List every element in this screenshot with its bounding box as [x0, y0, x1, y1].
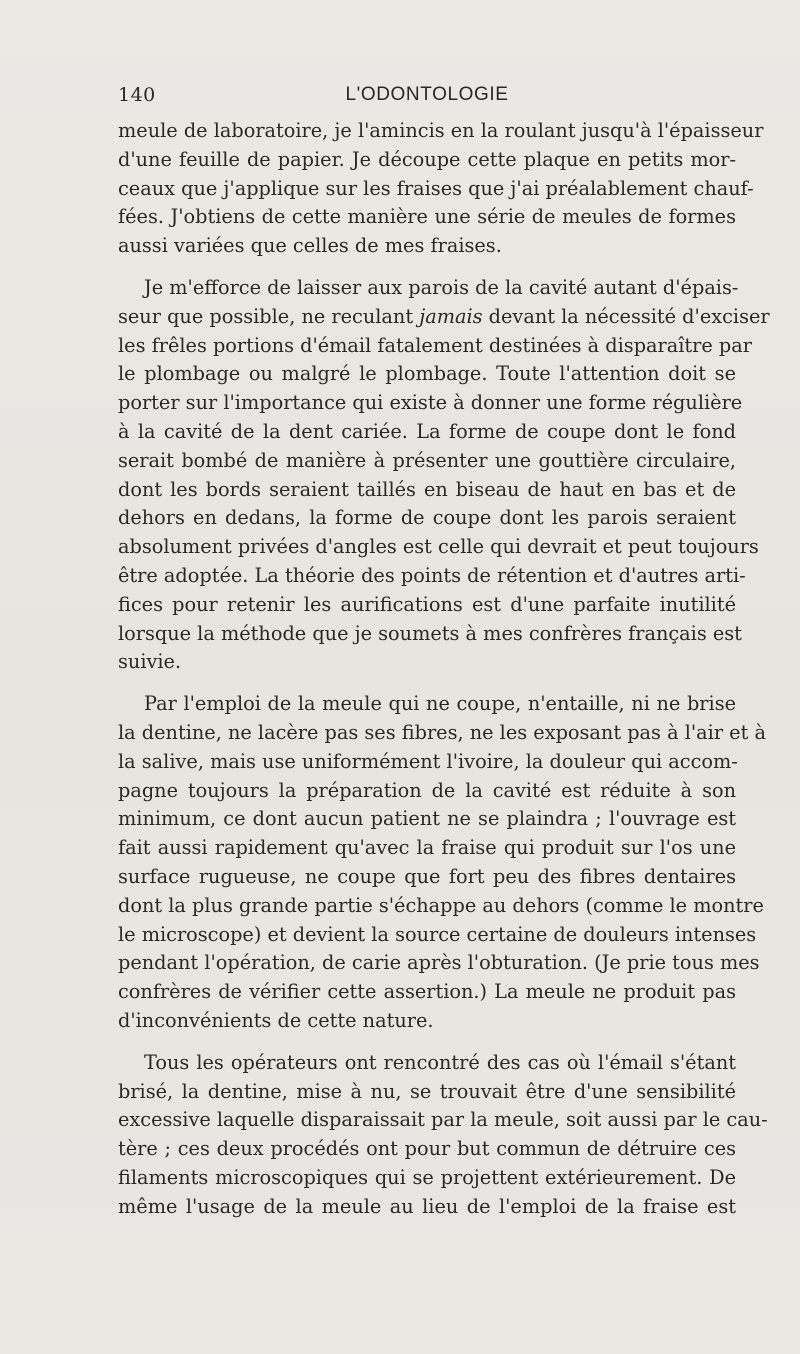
text-line: Tous les opérateurs ont rencontré des cas où l'émail s'étant [144, 1050, 736, 1074]
text-line: dont les bords seraient taillés en biseau de haut en bas et de [118, 477, 736, 501]
text-line: ceaux que j'applique sur les fraises que j'ai préalablement chauf- [118, 176, 754, 200]
text-line: lorsque la méthode que je soumets à mes confrères français est [118, 621, 742, 645]
text-line: surface rugueuse, ne coupe que fort peu des fibres dentaires [118, 864, 736, 888]
text-line: les frêles portions d'émail fatalement destinées à disparaître par [118, 333, 752, 357]
text-run: devant la nécessité d'exciser [482, 304, 770, 328]
text-line: la dentine, ne lacère pas ses fibres, ne les exposant pas à l'air et à [118, 720, 766, 744]
running-title: L'ODONTOLOGIE [345, 84, 509, 105]
text-line: même l'usage de la meule au lieu de l'emploi de la fraise est [118, 1194, 736, 1218]
text-line: d'inconvénients de cette nature. [118, 1008, 434, 1032]
text-line: meule de laboratoire, je l'amincis en la roulant jusqu'à l'épaisseur [118, 119, 764, 142]
text-line: d'une feuille de papier. Je découpe cette plaque en petits mor- [118, 147, 736, 171]
text-line: le microscope) et devient la source certaine de douleurs intenses [118, 922, 757, 946]
text-line: porter sur l'importance qui existe à donner une forme régulière [118, 391, 743, 415]
text-line: aussi variées que celles de mes fraises. [118, 234, 502, 258]
text-line: à la cavité de la dent cariée. La forme de coupe dont le fond [118, 419, 736, 443]
paragraph-gap [118, 261, 736, 274]
text-line: minimum, ce dont aucun patient ne se plaindra ; l'ouvrage est [118, 807, 736, 831]
text-run: seur que possible, ne reculant [118, 304, 420, 328]
page-number: 140 [118, 84, 156, 106]
text-line: être adoptée. La théorie des points de rétention et d'autres arti- [118, 563, 746, 587]
text-line: Je m'efforce de laisser aux parois de la cavité autant d'épais- [144, 275, 739, 299]
body-text [118, 117, 770, 1221]
paragraph-gap [118, 677, 736, 690]
paragraph-gap [118, 1036, 736, 1049]
text-line: fices pour retenir les aurifications est d'une parfaite inutilité [118, 592, 736, 616]
text-line: suivie. [118, 650, 182, 674]
text-line: pendant l'opération, de carie après l'obturation. (Je prie tous mes [118, 951, 760, 975]
emphasis-jamais: jamais [419, 304, 483, 328]
text-line: absolument privées d'angles est celle qui devrait et peut toujours [118, 535, 759, 559]
text-line: dehors en dedans, la forme de coupe dont les parois seraient [118, 506, 736, 530]
text-line: pagne toujours la préparation de la cavité est réduite à son [118, 778, 736, 802]
text-line: le plombage ou malgré le plombage. Toute l'attention doit se [118, 362, 736, 386]
text-line: brisé, la dentine, mise à nu, se trouvait être d'une sensibilité [118, 1079, 736, 1103]
running-head [118, 84, 736, 114]
text-line: confrères de vérifier cette assertion.) La meule ne produit pas [118, 980, 736, 1004]
text-line [118, 303, 770, 332]
text-line: serait bombé de manière à présenter une gouttière circulaire, [118, 448, 736, 472]
text-line: tère ; ces deux procédés ont pour but commun de détruire ces [118, 1137, 736, 1161]
text-line: filaments microscopiques qui se projettent extérieurement. De [118, 1165, 736, 1189]
text-line: fait aussi rapidement qu'avec la fraise qui produit sur l'os une [118, 836, 736, 860]
text-line: la salive, mais use uniformément l'ivoire, la douleur qui accom- [118, 749, 738, 773]
text-line: excessive laquelle disparaissait par la meule, soit aussi par le cau- [118, 1108, 768, 1132]
text-line: fées. J'obtiens de cette manière une série de meules de formes [118, 205, 736, 229]
text-line: Par l'emploi de la meule qui ne coupe, n'entaille, ni ne brise [144, 692, 736, 716]
text-line: dont la plus grande partie s'échappe au dehors (comme le montre [118, 893, 764, 917]
